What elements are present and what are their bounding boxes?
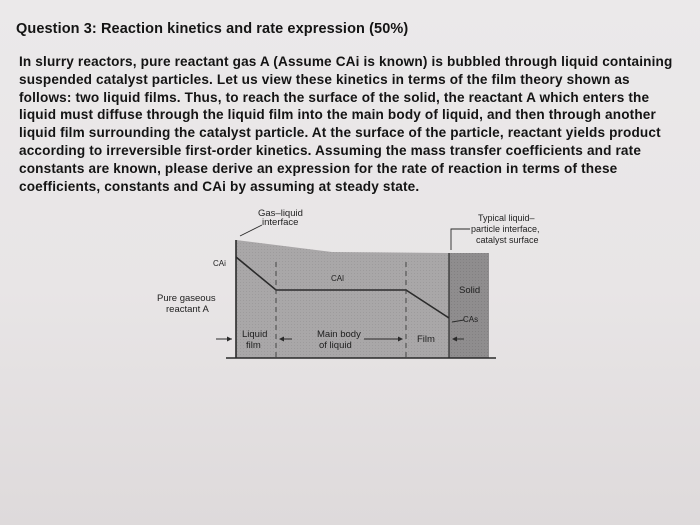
pure-gas-label: Pure gaseous xyxy=(157,293,216,304)
gas-inflow-arrowhead xyxy=(227,337,232,342)
question-body-line: follows: two liquid films. Thus, to reach the surface of the solid, the reactant A which enters the xyxy=(19,89,650,105)
gas-liquid-interface-label: Gas–liquid xyxy=(258,208,303,219)
pure-gas-label: reactant A xyxy=(166,304,209,315)
question-body-line: according to irreversible first-order kinetics. Assuming the mass transfer coefficients and rate xyxy=(19,142,642,158)
question-body-line: liquid film surrounding the catalyst particle. At the surface of the particle, reactant yields product xyxy=(19,125,661,141)
c-al-label: CAl xyxy=(331,274,344,283)
catalyst-surface-label: particle interface, xyxy=(471,224,540,234)
catalyst-surface-label: catalyst surface xyxy=(476,235,539,245)
question-body-line: In slurry reactors, pure reactant gas A (Assume CAi is known) is bubbled through liquid containing xyxy=(19,54,673,69)
main-body-label: Main body xyxy=(317,329,361,340)
catalyst-surface-label: Typical liquid– xyxy=(478,213,535,223)
solid-region xyxy=(449,253,489,358)
catalyst-surface-pointer xyxy=(451,229,470,250)
solid-label: Solid xyxy=(459,285,481,296)
gas-liquid-pointer xyxy=(240,225,262,236)
question-body-line: coefficients, constants and CAi by assuming at steady state. xyxy=(19,178,420,194)
question-body-line: suspended catalyst particles. Let us view these kinetics in terms of the film theory shown as xyxy=(19,71,630,87)
main-body-label: of liquid xyxy=(319,340,352,351)
c-ai-label: CAi xyxy=(213,259,226,268)
question-title: Question 3: Reaction kinetics and rate expression (50%) xyxy=(16,21,409,37)
c-as-label: CAs xyxy=(463,315,479,324)
question-body-line: liquid must diffuse through the liquid film into the main body of liquid, and then through another xyxy=(19,107,656,123)
liquid-film-label: Liquid xyxy=(242,329,268,340)
liquid-film-label: film xyxy=(246,340,261,351)
gas-liquid-interface-label: interface xyxy=(262,217,299,228)
question-body-line: constants are known, please derive an expression for the rate of reaction in terms of these xyxy=(19,160,618,176)
film-label: Film xyxy=(417,334,435,345)
